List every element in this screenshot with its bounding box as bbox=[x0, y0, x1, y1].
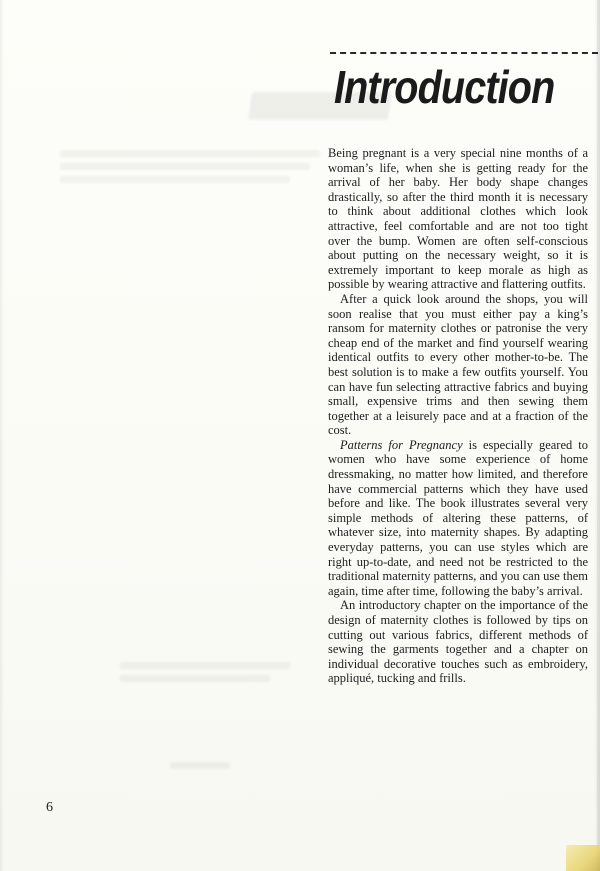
paragraph-text: An introductory chapter on the importance of the design of maternity clothes is followed by tips on cutting out various fabrics, different methods of sewing the garments together and a chapter on individual decorative touches such as embroidery, appliqué, tucking and frills. bbox=[328, 598, 588, 686]
paragraph-text: is especially geared to women who have some experience of home dressmaking, no matter how limited, and therefore have commercial patterns which they have used before and like. The book illustrates several very simple methods of altering these patterns, of whatever size, into maternity shapes. By adapting everyday patterns, you can use styles which are right up-to-date, and need not be restricted to the traditional maternity patterns, and you can use them again, time after time, following the baby’s arrival. bbox=[328, 437, 588, 598]
show-through-line bbox=[60, 176, 290, 183]
paragraph bbox=[328, 146, 588, 292]
page-gutter-shadow bbox=[0, 0, 4, 871]
show-through-line bbox=[60, 150, 320, 157]
title-rule bbox=[330, 52, 598, 54]
show-through-line bbox=[60, 163, 310, 170]
paragraph-text: Being pregnant is a very special nine months of a woman’s life, when she is getting ready for the arrival of her baby. Her body shape changes drastically, so after the third month it is necessary to think about additional clothes which look attractive, feel comfortable and are not too tight over the bump. Women are often self-conscious about putting on the necessary weight, so it is extremely important to keep morale as high as possible by wearing attractive and flattering outfits. bbox=[328, 146, 588, 292]
paragraph bbox=[328, 438, 588, 599]
body-text-column bbox=[328, 146, 588, 686]
page-edge-shadow bbox=[594, 0, 600, 871]
paragraph bbox=[328, 598, 588, 686]
paragraph bbox=[328, 292, 588, 438]
paragraph-text: After a quick look around the shops, you will soon realise that you must either pay a king’s ransom for maternity clothes or patronise the very cheap end of the market and find yourself wearing identical outfits to every other mother-to-be. The best solution is to make a few outfits yourself. You can have fun selecting attractive fabrics and buying small, expensive trims and then sewing them together at a leisurely pace and at a fraction of the cost. bbox=[328, 291, 588, 438]
show-through-line bbox=[120, 662, 290, 669]
show-through-line bbox=[120, 675, 270, 682]
show-through-line bbox=[170, 762, 230, 769]
book-title-italic: Patterns for Pregnancy bbox=[340, 437, 463, 452]
yellow-corner-tab bbox=[566, 845, 600, 871]
page-title: Introduction bbox=[334, 61, 555, 113]
page-number: 6 bbox=[46, 800, 53, 815]
